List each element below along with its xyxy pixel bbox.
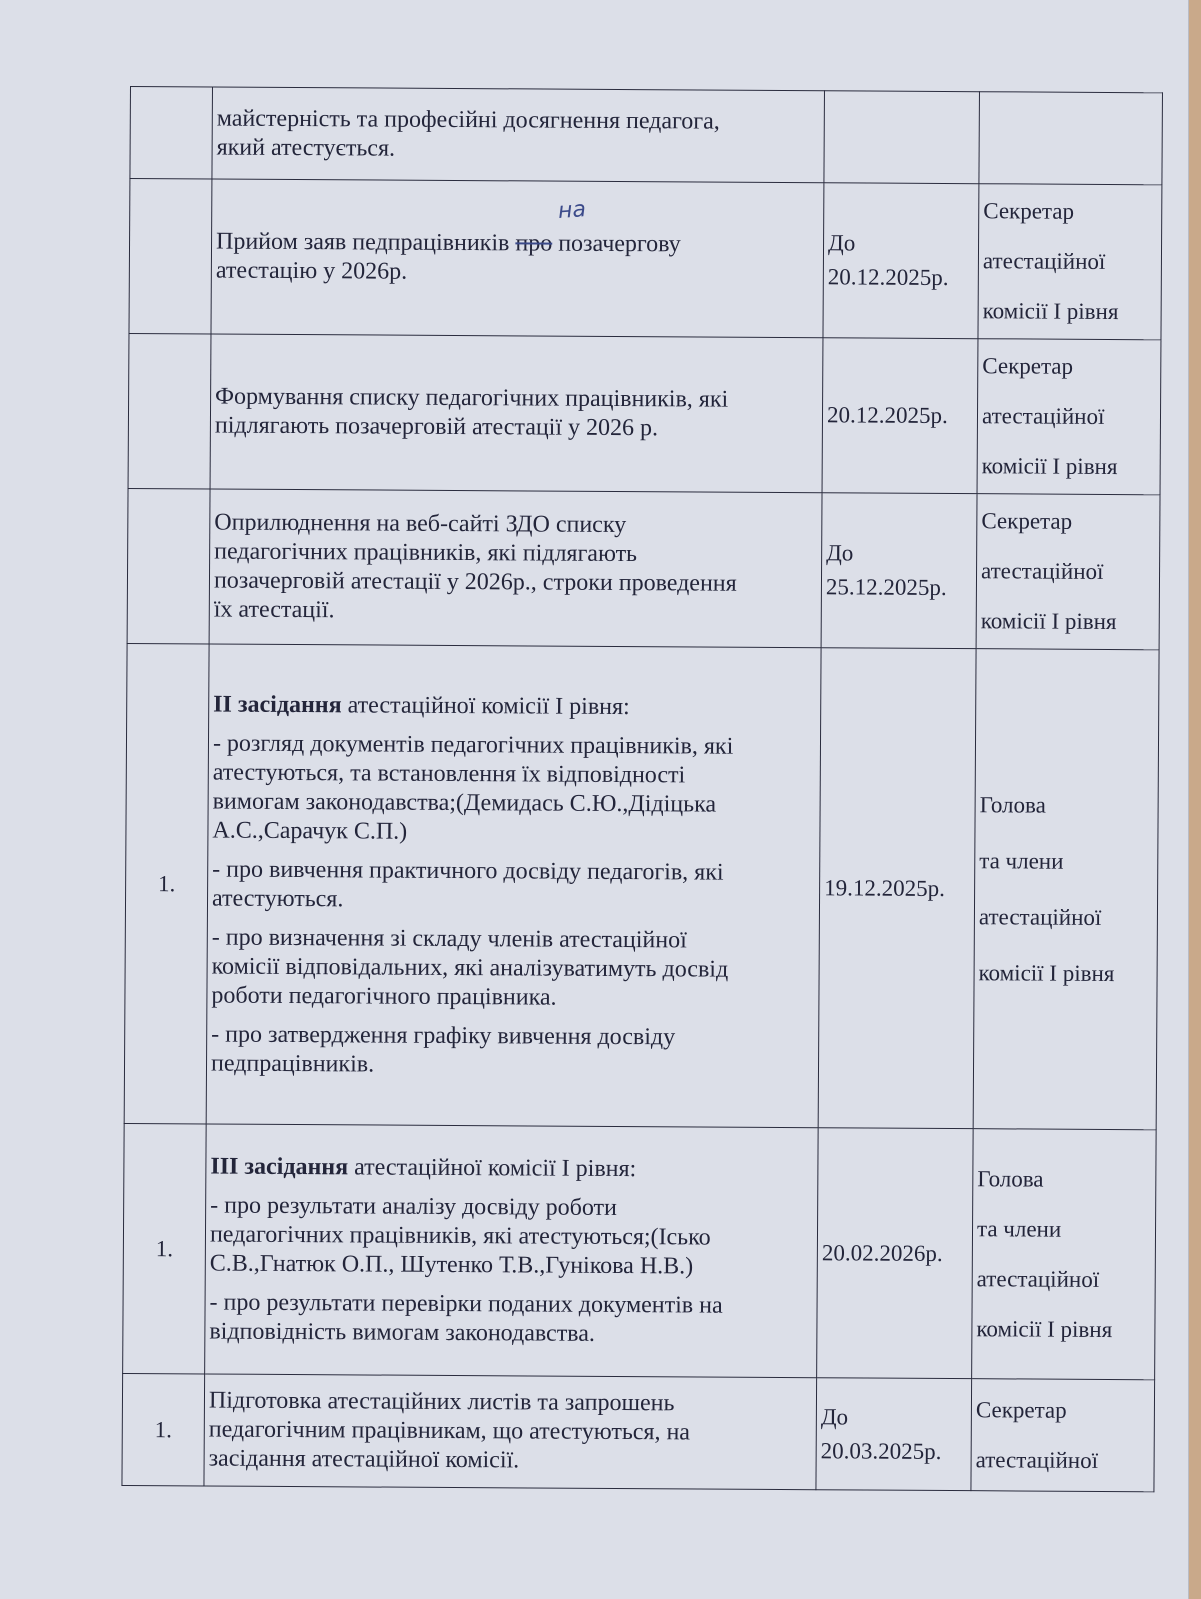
agenda-line: - про результати аналізу досвіду роботи [210, 1192, 617, 1221]
responsible-text: Голова [977, 1165, 1044, 1192]
date-cell [817, 1128, 974, 1379]
agenda-line: - розгляд документів педагогічних працівників, які [212, 730, 734, 760]
date-prefix: До [826, 540, 854, 566]
activity-text-part: позачергову [552, 230, 681, 258]
agenda-item [212, 855, 815, 917]
responsible-text: атестаційної [980, 558, 1104, 584]
agenda-item [211, 923, 815, 1014]
activity-cell [211, 179, 824, 338]
activity-text: підлягають позачерговій атестації у 2026 р. [214, 412, 659, 442]
responsible-text: Секретар [975, 1396, 1067, 1423]
handwritten-correction: на [557, 197, 587, 224]
agenda-line: атестуються, та встановлення їх відповідності [212, 759, 686, 788]
activity-text: засідання атестаційної комісії. [208, 1445, 520, 1474]
row-number: 1. [122, 1373, 205, 1485]
row-number [128, 333, 211, 488]
responsible-text: Секретар [981, 508, 1073, 534]
table-row [124, 643, 1159, 1129]
activity-text: Формування списку педагогічних працівників, які [215, 383, 729, 413]
agenda-item [209, 1288, 812, 1350]
agenda-line: роботи педагогічного працівника. [211, 982, 557, 1011]
responsible-cell [978, 184, 1162, 340]
responsible-cell [977, 339, 1161, 495]
date-value: 20.12.2025р. [827, 264, 949, 291]
responsible-cell [972, 1129, 1157, 1380]
responsible-text: комісії І рівня [976, 1315, 1113, 1342]
responsible-text: комісії І рівня [980, 608, 1117, 635]
activity-text: педагогічним працівникам, що атестуються, на [208, 1416, 691, 1446]
date-cell [824, 91, 980, 184]
responsible-cell [976, 494, 1160, 650]
responsible-text: атестаційної [975, 1446, 1099, 1473]
agenda-line: педпрацівників. [210, 1050, 375, 1078]
meeting-heading-bold: ІІ засідання [213, 691, 342, 718]
date-cell [821, 493, 977, 649]
date-value: 20.12.2025р. [826, 402, 948, 429]
table-row [130, 87, 1163, 185]
responsible-text: Секретар [983, 198, 1075, 224]
agenda-line: комісії відповідальних, які аналізуватимуть досвід [211, 953, 729, 983]
agenda-item [212, 729, 816, 849]
row-number [130, 87, 213, 179]
responsible-text: атестаційної [976, 1265, 1100, 1292]
responsible-text: Секретар [982, 353, 1074, 379]
responsible-cell [971, 1379, 1155, 1492]
activity-cell [210, 334, 823, 493]
table-row [128, 333, 1161, 494]
table-row [122, 1373, 1155, 1491]
responsible-cell [979, 92, 1163, 185]
date-value: 25.12.2025р. [825, 574, 947, 600]
activity-text: їх атестації. [213, 596, 335, 624]
responsible-text: атестаційної [981, 403, 1105, 429]
meeting-heading [210, 1152, 813, 1185]
agenda-line: відповідність вимогам законодавства. [209, 1318, 595, 1347]
row-number: 1. [123, 1123, 207, 1373]
agenda-item [211, 1020, 814, 1082]
responsible-text: атестаційної [978, 903, 1102, 930]
date-value: 20.03.2025р. [820, 1437, 942, 1464]
responsible-text: комісії І рівня [982, 298, 1119, 325]
responsible-cell [973, 649, 1159, 1130]
activity-text: майстерність та професійні досягнення педагога, [216, 105, 720, 135]
activity-cell [209, 489, 822, 648]
date-cell [823, 183, 979, 339]
activity-text: позачерговій атестації у 2026р., строки проведення [213, 567, 737, 597]
responsible-text: комісії І рівня [978, 959, 1115, 986]
row-number: 1. [124, 643, 209, 1123]
agenda-line: атестуються. [211, 885, 344, 912]
row-number [129, 179, 212, 334]
agenda-line: - про результати перевірки поданих документів на [209, 1289, 723, 1319]
meeting-heading-rest: атестаційної комісії І рівня: [341, 691, 630, 720]
date-prefix: До [820, 1403, 849, 1429]
activity-cell [212, 87, 825, 183]
table-row [127, 488, 1160, 649]
attestation-plan-table [121, 86, 1163, 1492]
activity-text: педагогічних працівників, які підлягають [214, 538, 638, 568]
activity-text: атестацію у 2026р. [215, 257, 408, 285]
meeting-heading [213, 690, 816, 723]
agenda-line: - про визначення зі складу членів атестаційної [211, 924, 687, 953]
row-number [127, 488, 210, 643]
table-row [129, 179, 1162, 340]
activity-cell [205, 1124, 819, 1378]
agenda-line: педагогічних працівників, які атестуються;(Ісько [209, 1221, 711, 1251]
struck-word: про [515, 230, 553, 257]
responsible-text: Голова [979, 791, 1046, 818]
date-cell [818, 648, 976, 1129]
date-prefix: До [827, 230, 856, 256]
meeting-heading-rest: атестаційної комісії І рівня: [348, 1153, 637, 1182]
activity-text: який атестується. [216, 134, 396, 162]
activity-text: Підготовка атестаційних листів та запрошень [208, 1387, 675, 1417]
date-value: 20.02.2026р. [821, 1239, 943, 1266]
responsible-text: та члени [976, 1215, 1062, 1242]
date-cell [816, 1378, 972, 1491]
activity-cell [206, 644, 821, 1128]
agenda-line: - про затвердження графіку вивчення досвіду [211, 1021, 676, 1050]
activity-text-part: Прийом заяв педпрацівників [215, 228, 516, 257]
responsible-text: атестаційної [982, 248, 1106, 274]
date-cell [822, 338, 978, 494]
activity-text [216, 228, 819, 261]
agenda-line: А.С.,Сарачук С.П.) [212, 817, 408, 845]
responsible-text: та члени [979, 847, 1064, 874]
table-row [123, 1123, 1157, 1379]
activity-text: Оприлюднення на веб-сайті ЗДО списку [214, 509, 627, 539]
agenda-line: С.В.,Гнатюк О.П., Шутенко Т.В.,Гунікова Н.В.) [209, 1250, 694, 1279]
meeting-heading-bold: ІІІ засідання [210, 1153, 349, 1180]
date-value: 19.12.2025р. [824, 874, 945, 901]
activity-cell [204, 1374, 817, 1490]
agenda-item [210, 1191, 814, 1282]
responsible-text: комісії І рівня [981, 453, 1118, 480]
agenda-line: вимогам законодавства;(Демидась С.Ю.,Дідіцька [212, 788, 717, 818]
agenda-line: - про вивчення практичного досвіду педагогів, які [212, 856, 724, 886]
